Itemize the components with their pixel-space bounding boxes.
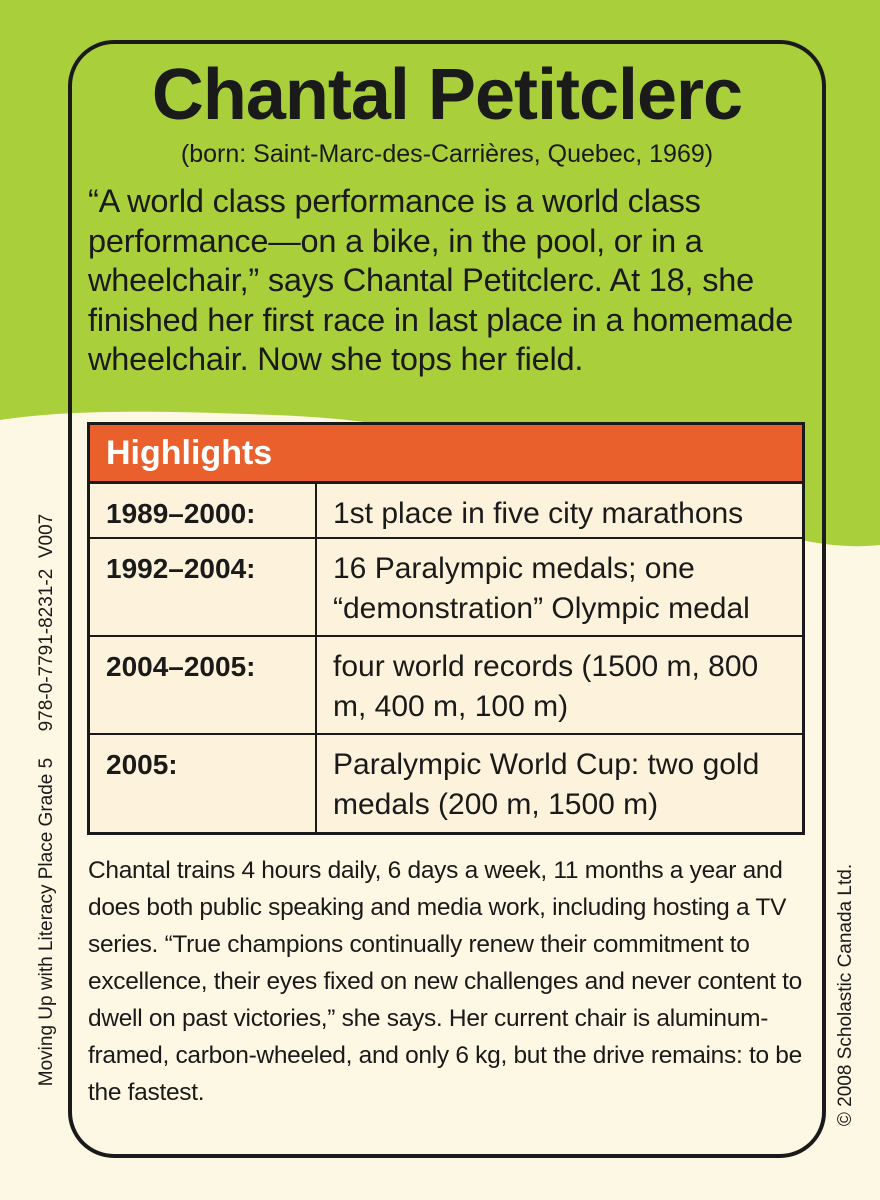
row-description: 1st place in five city marathons: [333, 497, 744, 530]
row-description: Paralympic World Cup: two gold medals (200 m, 1500 m): [316, 734, 802, 832]
copyright-caption: © 2008 Scholastic Canada Ltd.: [835, 863, 856, 1127]
highlights-heading: Highlights: [90, 425, 802, 484]
row-description: 16 Paralympic medals; one “demonstration” Olympic medal: [316, 538, 802, 636]
row-years: 1992–2004:: [90, 538, 316, 636]
card-title: Chantal Petitclerc: [151, 55, 743, 135]
side-caption-left: Moving Up with Literacy Place Grade 5 978-0-7791-8231-2 V007: [36, 513, 57, 1087]
table-row: [90, 636, 802, 734]
table-row: [90, 734, 802, 832]
row-years: 2004–2005:: [90, 636, 316, 734]
table-row: [90, 484, 802, 538]
row-description: four world records (1500 m, 800 m, 400 m, 100 m): [316, 636, 802, 734]
row-years: 2005:: [90, 734, 316, 832]
intro-paragraph: “A world class performance is a world class performance—on a bike, in the pool, or in a wheelchair,” says Chantal Petitclerc. At 18, she finished her first race in last place in a homemade wheelchair. Now she tops her field.: [88, 183, 794, 377]
body-paragraph: Chantal trains 4 hours daily, 6 days a week, 11 months a year and does both public speaking and media work, including hosting a TV series. “True champions continually renew their commitment to excellence, their eyes fixed on new challenges and never content to dwell on past victories,” she says. Her current chair is aluminum-framed, carbon-wheeled, and only 6 kg, but the drive remains: to be the fastest.: [88, 857, 803, 1106]
table-row: [90, 538, 802, 636]
birth-info: (born: Saint-Marc-des-Carrières, Quebec, 1969): [180, 140, 714, 168]
row-years: 1989–2000:: [90, 484, 316, 538]
highlights-table: [87, 422, 805, 835]
highlights-rows: [90, 484, 802, 832]
